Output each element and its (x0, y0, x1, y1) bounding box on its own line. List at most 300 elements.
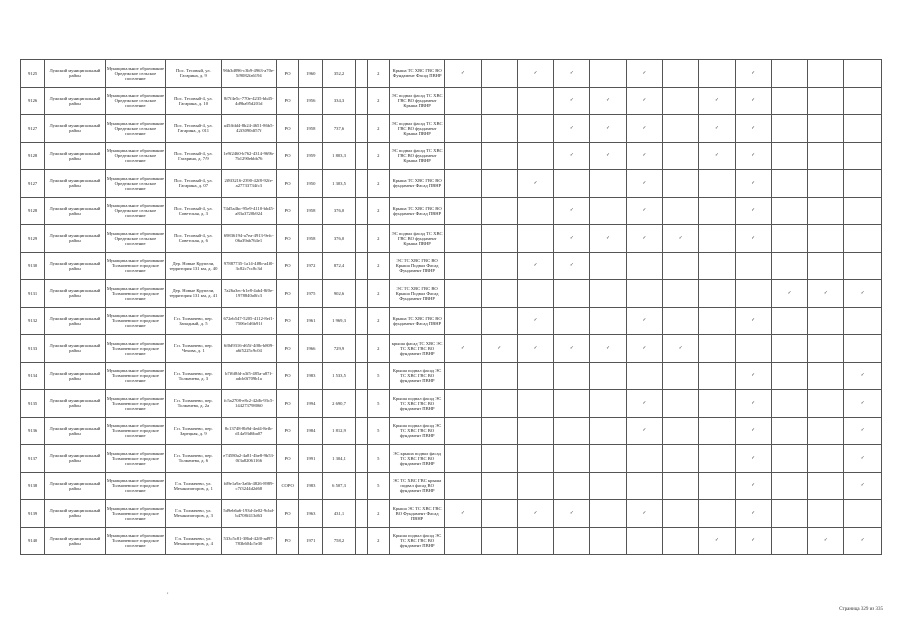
row-number: 9128 (21, 197, 45, 225)
address: Пос. Тесовый-4, ул. Советская, д. 6 (166, 225, 221, 253)
check-cell (735, 197, 771, 225)
check-cell (590, 252, 626, 280)
municipal-entity: Муниципальное образование Толмачевское городское поселение (105, 500, 165, 528)
check-cell (445, 60, 481, 88)
check-cell (517, 225, 553, 253)
area-value: 376,0 (323, 197, 355, 225)
floors-value: 2 (367, 335, 389, 363)
check-cell (517, 500, 553, 528)
ownership-type: РО (277, 307, 299, 335)
check-cell (554, 60, 590, 88)
checkmark-icon: ✓ (715, 538, 719, 544)
check-cell (445, 472, 481, 500)
checkmark-icon: ✓ (751, 483, 756, 489)
check-cell (590, 390, 626, 418)
floors-value: 5 (367, 445, 389, 473)
build-year: 1963 (299, 500, 323, 528)
area-value: 1 812,9 (323, 417, 355, 445)
check-cell (735, 307, 771, 335)
check-cell (699, 115, 735, 143)
area-value: 737,6 (323, 115, 355, 143)
check-cell (481, 87, 517, 115)
check-cell (808, 280, 844, 308)
check-cell (699, 197, 735, 225)
works-list: ЭС подвал фасад ТС ХВС ГВС ВО фундамент Крыша ПВНР (389, 225, 444, 253)
checkmark-icon: ✓ (642, 180, 647, 186)
spacer-cell (355, 87, 367, 115)
district-name: Лужский муниципальный район (45, 252, 105, 280)
row-number: 9135 (21, 390, 45, 418)
checkmark-icon: ✓ (642, 70, 647, 76)
check-cell (771, 472, 807, 500)
works-list: Крыша ТС ХВС ГВС ВО Фундамент Фасад ПВНР (389, 60, 444, 88)
check-cell (554, 472, 590, 500)
check-cell (590, 500, 626, 528)
checkmark-icon: ✓ (751, 180, 756, 186)
floors-value: 2 (367, 142, 389, 170)
check-cell (735, 225, 771, 253)
ownership-type: РО (277, 142, 299, 170)
works-list: ЭС ТС ХВС ГВС ВО Крыша Подвал Фасад Фундамент ПВНР (389, 252, 444, 280)
check-cell (554, 500, 590, 528)
municipal-entity: Муниципальное образование Толмачевское городское поселение (105, 280, 165, 308)
check-cell (844, 197, 882, 225)
check-cell (554, 417, 590, 445)
checkmark-icon: ✓ (751, 538, 756, 544)
building-code: b7f6f8fd-a3f5-485a-a87f-adcb0f709b1a (221, 362, 276, 390)
check-cell (554, 445, 590, 473)
spacer-cell (355, 445, 367, 473)
check-cell (626, 225, 662, 253)
check-cell (771, 527, 807, 555)
checkmark-icon: ✓ (751, 400, 756, 406)
check-cell (626, 280, 662, 308)
check-cell (445, 417, 481, 445)
register-rows (21, 60, 882, 555)
build-year: 1961 (299, 307, 323, 335)
check-cell (481, 527, 517, 555)
check-cell (808, 142, 844, 170)
municipal-entity: Муниципальное образование Оредежское сельское поселение (105, 87, 165, 115)
check-cell (735, 472, 771, 500)
row-number: 9140 (21, 527, 45, 555)
building-code: 74d5a4bc-95e9-4110-bb45-a83a3720b924 (221, 197, 276, 225)
check-cell (771, 87, 807, 115)
row-number: 9138 (21, 472, 45, 500)
spacer-cell (355, 252, 367, 280)
check-cell (517, 252, 553, 280)
check-cell (445, 335, 481, 363)
check-cell (517, 87, 553, 115)
checkmark-icon: ✓ (751, 235, 756, 241)
spacer-cell (355, 170, 367, 198)
building-code: 69836194-a7ea-4913-9efc-06a39ab764e1 (221, 225, 276, 253)
check-cell (626, 115, 662, 143)
check-cell (590, 417, 626, 445)
municipal-entity: Муниципальное образование Оредежское сельское поселение (105, 115, 165, 143)
district-name: Лужский муниципальный район (45, 115, 105, 143)
check-cell (663, 280, 699, 308)
building-code: fd9e1a9a-3a6b-4826-8989-c7f3244d2d68 (221, 472, 276, 500)
municipal-entity: Муниципальное образование Оредежское сельское поселение (105, 197, 165, 225)
check-cell (808, 472, 844, 500)
row-number: 9126 (21, 87, 45, 115)
checkmark-icon: ✓ (751, 428, 756, 434)
spacer-cell (355, 115, 367, 143)
check-cell (699, 225, 735, 253)
check-cell (663, 307, 699, 335)
works-list: Крыша подвал фасад ЭС ТС ХВС ГВС ВО фундамент ПВНР (389, 362, 444, 390)
build-year: 1960 (299, 60, 323, 88)
checkmark-icon: ✓ (606, 125, 611, 131)
table-row (21, 252, 882, 280)
check-cell (590, 197, 626, 225)
spacer-cell (355, 362, 367, 390)
works-list: ЭС подвал фасад ТС ХВС ГВС ВО фундамент Крыша ПВНР (389, 142, 444, 170)
address: Пос. Тесовый-4, ул. Гагарина, д. 07 (166, 170, 221, 198)
table-row (21, 307, 882, 335)
checkmark-icon: ✓ (751, 208, 756, 214)
check-cell (808, 197, 844, 225)
check-cell (445, 362, 481, 390)
ownership-type: РО (277, 197, 299, 225)
spacer-cell (355, 225, 367, 253)
area-value: 902,6 (323, 280, 355, 308)
works-list: Крыша подвал фасад ЭС ТС ХВС ГВС ВО фундамент ПВНР (389, 527, 444, 555)
address: Г.п. Толмачево, пер. Толмачева, д. 3 (166, 362, 221, 390)
works-list: ЭС ТС ХВС ГВС крыша подвал фасад ВО фундамент ПВНР (389, 472, 444, 500)
check-cell (699, 417, 735, 445)
works-list: ЭС ТС ХВС ГВС ВО Крыша Подвал Фасад Фундамент ПВНР (389, 280, 444, 308)
table-row (21, 335, 882, 363)
row-number: 9137 (21, 445, 45, 473)
check-cell (699, 307, 735, 335)
check-cell (517, 445, 553, 473)
checkmark-icon: ✓ (569, 510, 574, 516)
checkmark-icon: ✓ (569, 235, 574, 241)
works-list: ЭС крыша подвал фасад ТС ХВС ГВС ВО фундамент ПВНР (389, 445, 444, 473)
check-cell (844, 417, 882, 445)
area-value: 1 969,3 (323, 307, 355, 335)
row-number: 9127 (21, 115, 45, 143)
district-name: Лужский муниципальный район (45, 142, 105, 170)
building-code: 8c13748-8b9d-4ed4-8efb-d14a93d6ba07 (221, 417, 276, 445)
check-cell (808, 417, 844, 445)
register-table (20, 59, 882, 555)
checkmark-icon: ✓ (533, 510, 538, 516)
spacer-cell (355, 500, 367, 528)
check-cell (590, 472, 626, 500)
floors-value: 2 (367, 197, 389, 225)
check-cell (663, 362, 699, 390)
check-cell (517, 390, 553, 418)
ownership-type: РО (277, 527, 299, 555)
check-cell (517, 60, 553, 88)
check-cell (481, 142, 517, 170)
check-cell (517, 527, 553, 555)
build-year: 1958 (299, 225, 323, 253)
checkmark-icon: ✓ (642, 400, 647, 406)
check-cell (517, 417, 553, 445)
check-cell (517, 197, 553, 225)
check-cell (517, 280, 553, 308)
check-cell (808, 307, 844, 335)
spacer-cell (355, 142, 367, 170)
check-cell (663, 87, 699, 115)
build-year: 1994 (299, 390, 323, 418)
works-list: Крыша ЭС ТС ХВС ГВС ВО Фундамент Фасад ПВНР (389, 500, 444, 528)
table-row (21, 197, 882, 225)
check-cell (844, 527, 882, 555)
floors-value: 5 (367, 390, 389, 418)
check-cell (481, 60, 517, 88)
check-cell (554, 197, 590, 225)
works-list: Крыша ТС ХВС ГВС ВО фундамент Фасад ПВНР (389, 307, 444, 335)
check-cell (626, 500, 662, 528)
check-cell (481, 115, 517, 143)
check-cell (699, 60, 735, 88)
table-row (21, 87, 882, 115)
check-cell (481, 225, 517, 253)
address: Дер. Новые Крупели, территория 131 км, д. 41 (166, 280, 221, 308)
municipal-entity: Муниципальное образование Оредежское сельское поселение (105, 225, 165, 253)
building-code: a45ffdd4-8b24-4651-86b5-42f3090df57f (221, 115, 276, 143)
check-cell (808, 252, 844, 280)
check-cell (844, 500, 882, 528)
row-number: 9128 (21, 142, 45, 170)
spacer-cell (355, 472, 367, 500)
check-cell (590, 307, 626, 335)
check-cell (481, 170, 517, 198)
check-cell (663, 417, 699, 445)
table-row (21, 225, 882, 253)
check-cell (771, 197, 807, 225)
check-cell (735, 280, 771, 308)
building-code: fc5a2708-e8c2-42db-93c5-144273798060 (221, 390, 276, 418)
check-cell (771, 280, 807, 308)
check-cell (808, 445, 844, 473)
checkmark-icon: ✓ (606, 345, 611, 351)
table-row (21, 417, 882, 445)
floors-value: 5 (367, 362, 389, 390)
check-cell (808, 362, 844, 390)
table-row (21, 60, 882, 88)
area-value: 2 690,7 (323, 390, 355, 418)
checkmark-icon: ✓ (642, 345, 647, 351)
check-cell (481, 472, 517, 500)
check-cell (844, 445, 882, 473)
spacer-cell (355, 417, 367, 445)
check-cell (481, 252, 517, 280)
floors-value: 2 (367, 87, 389, 115)
works-list: Крыша подвал фасад ЭС ТС ХВС ГВС ВО фундамент ПВНР (389, 417, 444, 445)
checkmark-icon: ✓ (860, 455, 865, 461)
district-name: Лужский муниципальный район (45, 335, 105, 363)
build-year: 1975 (299, 280, 323, 308)
floors-value: 2 (367, 307, 389, 335)
checkmark-icon: ✓ (533, 345, 538, 351)
municipal-entity: Муниципальное образование Толмачевское городское поселение (105, 362, 165, 390)
area-value: 729,9 (323, 335, 355, 363)
check-cell (808, 335, 844, 363)
check-cell (445, 500, 481, 528)
check-cell (445, 390, 481, 418)
row-number: 9132 (21, 307, 45, 335)
check-cell (735, 335, 771, 363)
checkmark-icon: ✓ (606, 98, 611, 104)
checkmark-icon: ✓ (642, 510, 647, 516)
ownership-type: РО (277, 280, 299, 308)
check-cell (663, 142, 699, 170)
address: Пос. Тесовый, ул. Гагарина, д. 9 (166, 60, 221, 88)
district-name: Лужский муниципальный район (45, 390, 105, 418)
checkmark-icon: ✓ (642, 235, 647, 241)
works-list: Крыша ТС ХВС ГВС ВО фундамент Фасад ПВНР (389, 170, 444, 198)
check-cell (663, 170, 699, 198)
floors-value: 5 (367, 417, 389, 445)
check-cell (481, 390, 517, 418)
address: Г.п. Толмачево, ул. Механизаторов, д. 4 (166, 527, 221, 555)
building-code: 7a26a3ec-b1e8-4ab4-8f0e-1978840a0fc3 (221, 280, 276, 308)
checkmark-icon: ✓ (569, 208, 574, 214)
area-value: 352,2 (323, 60, 355, 88)
table-row (21, 142, 882, 170)
check-cell (808, 170, 844, 198)
check-cell (481, 362, 517, 390)
check-cell (626, 362, 662, 390)
floors-value: 2 (367, 60, 389, 88)
check-cell (590, 115, 626, 143)
check-cell (663, 500, 699, 528)
checkmark-icon: ✓ (497, 345, 502, 351)
ownership-type: РО (277, 335, 299, 363)
checkmark-icon: ✓ (860, 400, 865, 406)
municipal-entity: Муниципальное образование Оредежское сельское поселение (105, 60, 165, 88)
check-cell (663, 197, 699, 225)
area-value: 1 533,5 (323, 362, 355, 390)
check-cell (445, 197, 481, 225)
build-year: 1958 (299, 115, 323, 143)
building-code: 96b3d896-c3b9-4963-a70e-5f9082fa6194 (221, 60, 276, 88)
check-cell (445, 87, 481, 115)
ownership-type: РО (277, 170, 299, 198)
floors-value: 5 (367, 472, 389, 500)
check-cell (699, 170, 735, 198)
check-cell (699, 252, 735, 280)
build-year: 1991 (299, 445, 323, 473)
build-year: 1950 (299, 170, 323, 198)
check-cell (735, 252, 771, 280)
district-name: Лужский муниципальный район (45, 225, 105, 253)
checkmark-icon: ✓ (860, 483, 865, 489)
check-cell (626, 170, 662, 198)
check-cell (517, 170, 553, 198)
check-cell (771, 170, 807, 198)
checkmark-icon: ✓ (569, 345, 574, 351)
check-cell (699, 142, 735, 170)
works-list: ЭС подвал фасад ТС ХВС ГВС ВО фундамент Крыша ПВНР (389, 115, 444, 143)
building-code: 1e9f2460-b762-4314-969b-7b1290ebbb76 (221, 142, 276, 170)
spacer-cell (355, 280, 367, 308)
checkmark-icon: ✓ (569, 263, 574, 269)
ownership-type: РО (277, 500, 299, 528)
area-value: 6 507,3 (323, 472, 355, 500)
building-code: 5d9eb6a6-193d-4e02-9cbd-b4708f413d63 (221, 500, 276, 528)
checkmark-icon: ✓ (751, 373, 756, 379)
check-cell (590, 527, 626, 555)
district-name: Лужский муниципальный район (45, 417, 105, 445)
build-year: 1972 (299, 252, 323, 280)
check-cell (699, 335, 735, 363)
checkmark-icon: ✓ (860, 290, 865, 296)
floors-value: 2 (367, 500, 389, 528)
check-cell (445, 280, 481, 308)
page-mark: , (167, 589, 169, 595)
check-cell (663, 472, 699, 500)
check-cell (590, 170, 626, 198)
row-number: 9136 (21, 417, 45, 445)
municipal-entity: Муниципальное образование Толмачевское городское поселение (105, 472, 165, 500)
check-cell (735, 417, 771, 445)
ownership-type: РО (277, 417, 299, 445)
checkmark-icon: ✓ (751, 98, 756, 104)
check-cell (626, 472, 662, 500)
check-cell (808, 225, 844, 253)
check-cell (699, 362, 735, 390)
municipal-entity: Муниципальное образование Оредежское сельское поселение (105, 142, 165, 170)
check-cell (771, 115, 807, 143)
checkmark-icon: ✓ (461, 510, 465, 516)
checkmark-icon: ✓ (751, 510, 756, 516)
checkmark-icon: ✓ (823, 290, 828, 296)
check-cell (844, 142, 882, 170)
check-cell (771, 362, 807, 390)
district-name: Лужский муниципальный район (45, 280, 105, 308)
area-value: 376,0 (323, 225, 355, 253)
area-value: 1 304,1 (323, 445, 355, 473)
district-name: Лужский муниципальный район (45, 60, 105, 88)
check-cell (735, 527, 771, 555)
check-cell (735, 142, 771, 170)
check-cell (481, 417, 517, 445)
check-cell (735, 500, 771, 528)
check-cell (663, 527, 699, 555)
check-cell (771, 335, 807, 363)
municipal-entity: Муниципальное образование Толмачевское городское поселение (105, 390, 165, 418)
checkmark-icon: ✓ (533, 263, 538, 269)
check-cell (663, 252, 699, 280)
build-year: 1983 (299, 362, 323, 390)
check-cell (554, 335, 590, 363)
check-cell (771, 225, 807, 253)
municipal-entity: Муниципальное образование Оредежское сельское поселение (105, 170, 165, 198)
check-cell (481, 280, 517, 308)
check-cell (663, 335, 699, 363)
build-year: 1959 (299, 142, 323, 170)
ownership-type: РО (277, 87, 299, 115)
area-value: 758,2 (323, 527, 355, 555)
municipal-entity: Муниципальное образование Толмачевское городское поселение (105, 445, 165, 473)
check-cell (445, 170, 481, 198)
check-cell (554, 280, 590, 308)
table-row (21, 170, 882, 198)
table-row (21, 390, 882, 418)
check-cell (445, 115, 481, 143)
checkmark-icon: ✓ (533, 70, 538, 76)
spacer-cell (355, 60, 367, 88)
spacer-cell (355, 335, 367, 363)
checkmark-icon: ✓ (787, 290, 792, 296)
